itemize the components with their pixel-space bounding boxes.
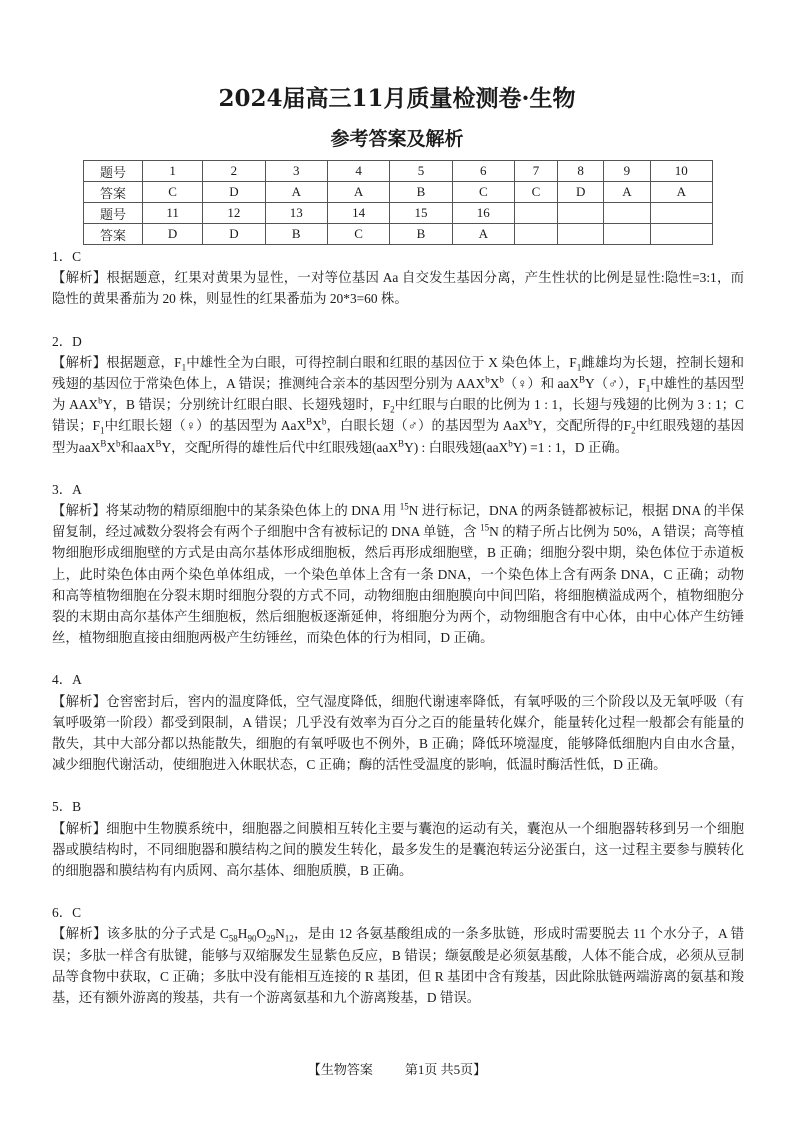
text-run: 雌雄均为长翅，控制长翅和残翅的基因位于常染色体上，A 错误；推测纯合亲本的基因型分别为 AAX (52, 354, 745, 392)
explanation-text (52, 500, 744, 648)
question-number-cell: 14 (327, 203, 389, 224)
supscript: 15 (399, 501, 409, 512)
explanation-text (52, 691, 744, 776)
footer-subject: 【生物答案 (307, 1062, 373, 1077)
row-label: 题号 (84, 161, 143, 182)
answer-row (84, 182, 713, 203)
question-number-cell (604, 203, 650, 224)
question-number-cell: 5 (390, 161, 452, 182)
text-run: 中雄性全为白眼，可得控制白眼和红眼的基因位于 X 染色体上，F (186, 354, 577, 370)
answer-cell: A (452, 224, 514, 245)
question-number-cell: 3 (265, 161, 327, 182)
analysis-tag: 【解析】 (52, 270, 107, 286)
answer-cell: D (203, 182, 265, 203)
question-number-cell (558, 203, 604, 224)
row-label: 题号 (84, 203, 143, 224)
analysis-body: 仓窖密封后，窖内的温度降低，空气湿度降低，细胞代谢速率降低，有氧呼吸的三个阶段以及无氧呼吸（有氧呼吸第一阶段）都受到限制，A 错误；几乎没有效率为百分之百的能量转化媒介，能量转化过程一般都会有能量的散失，其中大部分都以热能散失，细胞的有氧呼吸也不例外，B 正确；降低环境湿度，能够降低细胞内自由水含量，减少细胞代谢活动，使细胞进入休眠状态，C 正确；酶的活性受温度的影响，低温时酶活性低，D 正确。 (52, 693, 745, 773)
question-number-cell: 11 (143, 203, 203, 224)
analysis-body (52, 355, 744, 455)
answer-cell (604, 224, 650, 245)
explanation-text (52, 267, 744, 309)
text-run: ，白眼长翅（♂）的基因型为 AaX (326, 418, 529, 434)
supscript: B (306, 416, 313, 427)
text-run: Y（♂），F (585, 376, 646, 392)
question-number-cell: 16 (452, 203, 514, 224)
question-number-cell: 13 (265, 203, 327, 224)
page-subtitle: 参考答案及解析 (330, 128, 464, 150)
analysis-body: 细胞中生物膜系统中，细胞器之间膜相互转化主要与囊泡的运动有关，囊泡从一个细胞器转移到另一个细胞器或膜结构时，不同细胞器和膜结构之间的膜发生转化，最多发生的是囊泡转运分泌蛋白，这一过程主要参与膜转化的细胞器和膜结构有内质网、高尔基体、细胞质膜，B 正确。 (52, 820, 745, 879)
question-heading: 4．A (52, 672, 82, 688)
answer-cell: A (327, 182, 389, 203)
answer-cell: A (265, 182, 327, 203)
question-number-cell: 6 (452, 161, 514, 182)
supscript: B (579, 374, 586, 385)
analysis-body: 根据题意，红果对黄果为显性，一对等位基因 Aa 自交发生基因分离，产生性状的比例是显性:隐性=3:1，而隐性的黄果番茄为 20 株，则显性的红果番茄为 20*3=60 株。 (52, 270, 744, 307)
explanation-text (52, 923, 744, 1008)
question-heading: 6．C (52, 905, 82, 921)
text-run: 中红眼长翅（♀）的基因型为 AaX (104, 418, 307, 434)
explanation-text (52, 352, 744, 458)
supscript: B (155, 438, 162, 449)
explanation-item (52, 479, 744, 649)
analysis-body (52, 926, 744, 1005)
text-run: X (106, 439, 117, 455)
question-number-cell: 10 (650, 161, 712, 182)
explanation-item (52, 902, 744, 1008)
supscript: B (398, 438, 405, 449)
explanation-item (52, 796, 744, 881)
answer-row (84, 224, 713, 245)
answer-cell (558, 224, 604, 245)
explanation-item (52, 246, 744, 310)
text-run: 根据题意，F (106, 354, 182, 370)
supscript: b (499, 374, 504, 385)
text-run: （♀）和 aaX (503, 376, 580, 392)
supscript: b (321, 416, 327, 427)
answer-cell: C (452, 182, 514, 203)
question-number-cell: 12 (203, 203, 265, 224)
question-number-cell: 9 (604, 161, 650, 182)
subscript: 1 (99, 426, 105, 437)
answer-cell (650, 224, 712, 245)
question-number-cell: 15 (390, 203, 452, 224)
subscript: 2 (631, 426, 636, 437)
analysis-tag: 【解析】 (52, 354, 107, 370)
text-run: Y，交配所得的F (532, 418, 632, 434)
text-run: Y，交配所得的雄性后代中红眼残翅(aaX (161, 439, 399, 455)
question-number-cell: 2 (203, 161, 265, 182)
supscript: 15 (480, 522, 490, 533)
question-heading: 5．B (52, 799, 82, 815)
answer-cell: C (143, 182, 203, 203)
answer-cell: C (327, 224, 389, 245)
answer-cell: B (390, 224, 452, 245)
answer-cell: B (265, 224, 327, 245)
text-run: X (312, 418, 322, 434)
explanation-text (52, 818, 744, 882)
answer-cell: D (143, 224, 203, 245)
text-run: N 的精子所占比例为 50%，A 错误；高等植物细胞形成细胞壁的方式是由高尔基体形成细胞板，然后再形成细胞壁，B 正确；细胞分裂中期，染色体位于赤道板上，此时染色体由两个染色单体组成，一个染色单体上含有一条 DNA，一个染色体上含有两条 DNA，C 正确；动物和高等植物细胞在分裂末期时细胞分裂的方式不同，动物细胞由细胞膜向中间凹陷，将细胞横溢成两个，植物细胞分裂的末期由高尔基体产生细胞板，然后细胞板逐渐延伸，将细胞分为两个，动物细胞含有中心体，由中心体产生纺锤丝，植物细胞直接由细胞两极产生纺锤丝，而染色体的行为相同，D 正确。 (52, 524, 744, 646)
question-number-cell: 1 (143, 161, 203, 182)
supscript: b (528, 416, 533, 427)
text-run: H (237, 926, 248, 942)
analysis-tag: 【解析】 (52, 820, 107, 836)
subscript: 1 (645, 383, 651, 394)
subscript: 2 (390, 404, 395, 415)
question-number-cell (650, 203, 712, 224)
text-run: N 进行标记，DNA 的两条链都被标记，根据 DNA 的半保留复制，经过减数分裂将会有两个子细胞中含有被标记的 DNA 单链，含 (52, 503, 744, 540)
subscript: 1 (576, 362, 582, 373)
text-run: Y) : 白眼残翅(aaX (404, 439, 509, 455)
question-number-cell: 8 (558, 161, 604, 182)
text-run: Y) =1 : 1，D 正确。 (512, 439, 629, 455)
text-run: Y，B 错误；分别统计红眼白眼、长翅残翅时，F (102, 397, 391, 413)
footer-page-number: 第1页 共5页】 (404, 1062, 487, 1077)
text-run: N (275, 926, 285, 942)
supscript: b (98, 395, 103, 406)
subscript: 90 (247, 934, 257, 945)
page-title: 2024届高三11月质量检测卷·生物 (218, 85, 576, 112)
question-number-cell: 4 (327, 161, 389, 182)
page-footer (0, 1059, 794, 1078)
answer-table (83, 160, 713, 245)
text-run: 中雄性的基因型为 AAX (52, 376, 745, 413)
subscript: 58 (228, 934, 238, 945)
question-number-cell: 7 (514, 161, 557, 182)
answer-cell: A (650, 182, 712, 203)
text-run: 将某动物的精原细胞中的某条染色体上的 DNA 用 (105, 503, 400, 519)
analysis-tag: 【解析】 (52, 503, 106, 519)
answer-cell (514, 224, 557, 245)
row-label: 答案 (84, 224, 143, 245)
explanation-item (52, 669, 744, 775)
analysis-tag: 【解析】 (52, 926, 107, 942)
text-run: X (489, 376, 500, 392)
analysis-tag: 【解析】 (52, 693, 107, 709)
text-run: 和aaX (120, 439, 156, 455)
answer-cell: D (203, 224, 265, 245)
answer-cell: B (390, 182, 452, 203)
explanation-item (52, 331, 744, 458)
question-number-row (84, 161, 713, 182)
text-run: 中红眼与白眼的比例为 1 : 1，长翅与残翅的比例为 3 : 1；C 错误；F (52, 397, 744, 434)
supscript: b (116, 438, 121, 449)
question-number-cell (514, 203, 557, 224)
analysis-body (52, 503, 744, 645)
supscript: b (508, 438, 513, 449)
explanations (52, 246, 744, 1029)
text-run: ，是由 12 各氨基酸组成的一条多肽链，形成时需要脱去 11 个水分子，A 错误；多肽一样含有肽键，能够与双缩脲发生显紫色反应，B 错误；缬氨酸是必须氨基酸，人体不能合成，必须从豆制品等食物中获取，C 正确；多肽中没有能相互连接的 R 基团，但 R 基团中含有羧基，因此除肽链两端游离的氨基和羧基，还有额外游离的羧基，共有一个游离氨基和九个游离羧基，D 错误。 (52, 926, 745, 1006)
text-run: 该多肽的分子式是 C (106, 926, 229, 942)
supscript: b (485, 374, 490, 385)
question-heading: 2．D (52, 333, 82, 349)
answer-cell: C (514, 182, 557, 203)
question-heading: 1．C (52, 249, 82, 264)
question-number-row (84, 203, 713, 224)
question-heading: 3．A (52, 481, 82, 497)
text-run: O (256, 926, 267, 942)
subscript: 29 (266, 934, 276, 945)
subscript: 1 (181, 362, 187, 373)
text-run: 中红眼残翅的基因型为aaX (52, 418, 744, 455)
subscript: 12 (284, 934, 294, 945)
answer-cell: D (558, 182, 604, 203)
row-label: 答案 (84, 182, 143, 203)
answer-cell: A (604, 182, 650, 203)
supscript: B (100, 438, 107, 449)
